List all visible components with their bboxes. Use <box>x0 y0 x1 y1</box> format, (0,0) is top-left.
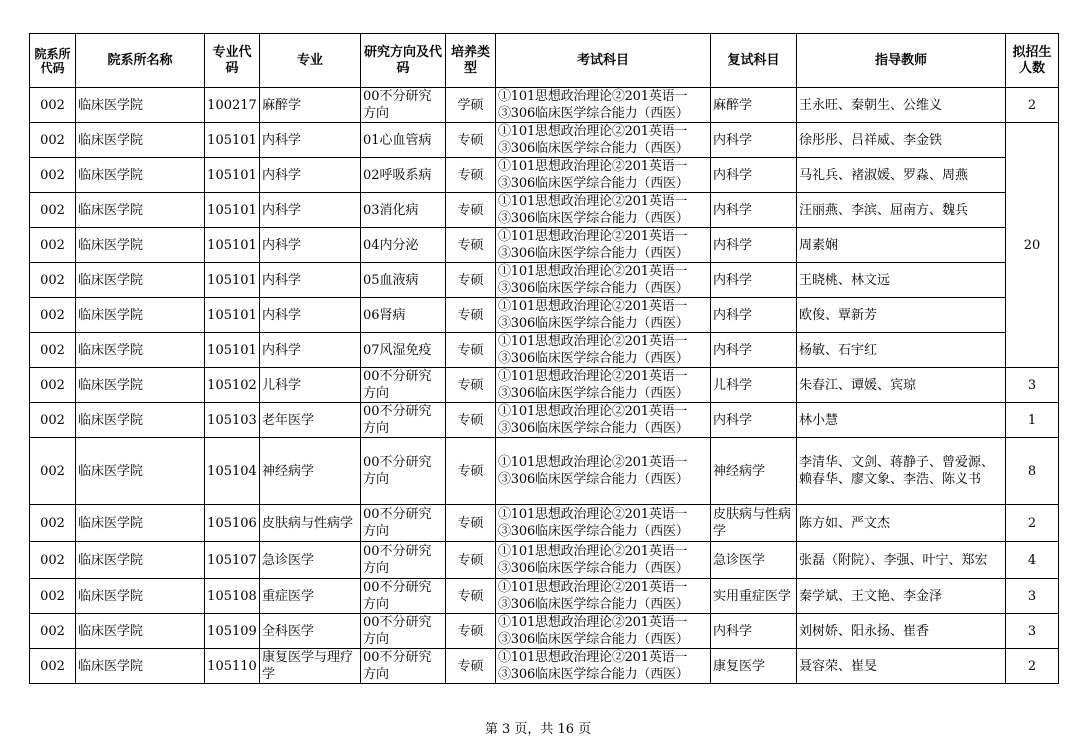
major-cell: 全科医学 <box>260 614 361 649</box>
dept-name-cell: 临床医学院 <box>76 123 205 158</box>
major-code-cell: 105102 <box>205 368 260 403</box>
direction-cell: 01心血管病 <box>361 123 446 158</box>
dept-name-cell: 临床医学院 <box>76 368 205 403</box>
major-code-cell: 105101 <box>205 228 260 263</box>
dept-code-cell: 002 <box>30 88 76 123</box>
table-row <box>30 614 1059 649</box>
exam-cell: ①101思想政治理论②201英语一③306临床医学综合能力（西医） <box>496 579 711 614</box>
page-number: 第 3 页，共 16 页 <box>484 722 592 737</box>
table-row <box>30 193 1059 228</box>
advisors-cell: 朱春江、谭媛、宾琼 <box>797 368 1006 403</box>
exam-cell: ①101思想政治理论②201英语一③306临床医学综合能力（西医） <box>496 438 711 505</box>
type-cell: 专硕 <box>446 298 496 333</box>
major-cell: 老年医学 <box>260 403 361 438</box>
advisors-cell: 杨敏、石宇红 <box>797 333 1006 368</box>
dept-name-cell: 临床医学院 <box>76 88 205 123</box>
major-cell: 内科学 <box>260 263 361 298</box>
direction-cell: 05血液病 <box>361 263 446 298</box>
major-code-cell: 105101 <box>205 158 260 193</box>
direction-cell: 00不分研究方向 <box>361 368 446 403</box>
quota-cell: 2 <box>1006 505 1059 542</box>
type-cell: 专硕 <box>446 542 496 579</box>
quota-cell: 20 <box>1006 123 1059 368</box>
retest-cell: 内科学 <box>711 263 797 298</box>
retest-cell: 实用重症医学 <box>711 579 797 614</box>
dept-code-cell: 002 <box>30 403 76 438</box>
quota-cell: 2 <box>1006 88 1059 123</box>
direction-cell: 03消化病 <box>361 193 446 228</box>
table-row <box>30 403 1059 438</box>
direction-cell: 02呼吸系病 <box>361 158 446 193</box>
retest-cell: 内科学 <box>711 333 797 368</box>
type-cell: 专硕 <box>446 614 496 649</box>
header-type: 培养类型 <box>446 34 496 88</box>
retest-cell: 皮肤病与性病学 <box>711 505 797 542</box>
advisors-cell: 刘树娇、阳永扬、崔香 <box>797 614 1006 649</box>
advisors-cell: 马礼兵、褚淑媛、罗淼、周燕 <box>797 158 1006 193</box>
type-cell: 专硕 <box>446 263 496 298</box>
type-cell: 专硕 <box>446 368 496 403</box>
major-cell: 内科学 <box>260 228 361 263</box>
type-cell: 专硕 <box>446 123 496 158</box>
direction-cell: 07风湿免疫 <box>361 333 446 368</box>
exam-cell: ①101思想政治理论②201英语一③306临床医学综合能力（西医） <box>496 263 711 298</box>
header-row <box>30 34 1059 88</box>
retest-cell: 内科学 <box>711 123 797 158</box>
type-cell: 专硕 <box>446 228 496 263</box>
advisors-cell: 周素娴 <box>797 228 1006 263</box>
direction-cell: 00不分研究方向 <box>361 614 446 649</box>
exam-cell: ①101思想政治理论②201英语一③306临床医学综合能力（西医） <box>496 193 711 228</box>
dept-name-cell: 临床医学院 <box>76 542 205 579</box>
dept-code-cell: 002 <box>30 542 76 579</box>
major-code-cell: 105109 <box>205 614 260 649</box>
retest-cell: 内科学 <box>711 158 797 193</box>
table-row <box>30 228 1059 263</box>
header-direction: 研究方向及代码 <box>361 34 446 88</box>
dept-name-cell: 临床医学院 <box>76 614 205 649</box>
major-cell: 内科学 <box>260 333 361 368</box>
dept-code-cell: 002 <box>30 649 76 684</box>
dept-name-cell: 临床医学院 <box>76 438 205 505</box>
dept-name-cell: 临床医学院 <box>76 333 205 368</box>
major-cell: 神经病学 <box>260 438 361 505</box>
quota-cell: 1 <box>1006 403 1059 438</box>
exam-cell: ①101思想政治理论②201英语一③306临床医学综合能力（西医） <box>496 368 711 403</box>
header-dept-name: 院系所名称 <box>76 34 205 88</box>
major-cell: 急诊医学 <box>260 542 361 579</box>
major-code-cell: 105101 <box>205 123 260 158</box>
dept-name-cell: 临床医学院 <box>76 505 205 542</box>
quota-cell: 4 <box>1006 542 1059 579</box>
retest-cell: 康复医学 <box>711 649 797 684</box>
quota-cell: 3 <box>1006 368 1059 403</box>
exam-cell: ①101思想政治理论②201英语一③306临床医学综合能力（西医） <box>496 228 711 263</box>
quota-cell: 3 <box>1006 579 1059 614</box>
direction-cell: 00不分研究方向 <box>361 438 446 505</box>
retest-cell: 急诊医学 <box>711 542 797 579</box>
header-quota: 拟招生人数 <box>1006 34 1059 88</box>
retest-cell: 内科学 <box>711 614 797 649</box>
dept-name-cell: 临床医学院 <box>76 158 205 193</box>
retest-cell: 麻醉学 <box>711 88 797 123</box>
table-row <box>30 298 1059 333</box>
header-dept-code: 院系所代码 <box>30 34 76 88</box>
table-row <box>30 505 1059 542</box>
major-code-cell: 105103 <box>205 403 260 438</box>
exam-cell: ①101思想政治理论②201英语一③306临床医学综合能力（西医） <box>496 158 711 193</box>
dept-name-cell: 临床医学院 <box>76 579 205 614</box>
major-code-cell: 105108 <box>205 579 260 614</box>
major-code-cell: 105101 <box>205 298 260 333</box>
dept-code-cell: 002 <box>30 228 76 263</box>
retest-cell: 神经病学 <box>711 438 797 505</box>
dept-code-cell: 002 <box>30 368 76 403</box>
retest-cell: 内科学 <box>711 298 797 333</box>
major-cell: 内科学 <box>260 298 361 333</box>
type-cell: 专硕 <box>446 158 496 193</box>
header-major: 专业 <box>260 34 361 88</box>
type-cell: 专硕 <box>446 403 496 438</box>
advisors-cell: 张磊（附院）、李强、叶宁、郑宏 <box>797 542 1006 579</box>
exam-cell: ①101思想政治理论②201英语一③306临床医学综合能力（西医） <box>496 542 711 579</box>
direction-cell: 00不分研究方向 <box>361 88 446 123</box>
dept-code-cell: 002 <box>30 579 76 614</box>
dept-name-cell: 临床医学院 <box>76 193 205 228</box>
major-cell: 皮肤病与性病学 <box>260 505 361 542</box>
admissions-table <box>29 33 1059 684</box>
type-cell: 专硕 <box>446 193 496 228</box>
dept-name-cell: 临床医学院 <box>76 649 205 684</box>
major-cell: 内科学 <box>260 123 361 158</box>
major-code-cell: 100217 <box>205 88 260 123</box>
table-row <box>30 542 1059 579</box>
major-cell: 内科学 <box>260 158 361 193</box>
dept-name-cell: 临床医学院 <box>76 298 205 333</box>
table-row <box>30 649 1059 684</box>
direction-cell: 00不分研究方向 <box>361 649 446 684</box>
retest-cell: 内科学 <box>711 193 797 228</box>
dept-code-cell: 002 <box>30 158 76 193</box>
major-cell: 重症医学 <box>260 579 361 614</box>
quota-cell: 8 <box>1006 438 1059 505</box>
major-code-cell: 105101 <box>205 193 260 228</box>
table-row <box>30 579 1059 614</box>
major-cell: 康复医学与理疗学 <box>260 649 361 684</box>
direction-cell: 04内分泌 <box>361 228 446 263</box>
exam-cell: ①101思想政治理论②201英语一③306临床医学综合能力（西医） <box>496 403 711 438</box>
dept-code-cell: 002 <box>30 505 76 542</box>
table-row <box>30 368 1059 403</box>
advisors-cell: 徐彤彤、吕祥威、李金铁 <box>797 123 1006 158</box>
dept-code-cell: 002 <box>30 333 76 368</box>
major-code-cell: 105104 <box>205 438 260 505</box>
major-cell: 儿科学 <box>260 368 361 403</box>
direction-cell: 00不分研究方向 <box>361 403 446 438</box>
type-cell: 专硕 <box>446 333 496 368</box>
advisors-cell: 林小慧 <box>797 403 1006 438</box>
major-code-cell: 105101 <box>205 333 260 368</box>
exam-cell: ①101思想政治理论②201英语一③306临床医学综合能力（西医） <box>496 649 711 684</box>
table-row <box>30 333 1059 368</box>
exam-cell: ①101思想政治理论②201英语一③306临床医学综合能力（西医） <box>496 614 711 649</box>
major-cell: 麻醉学 <box>260 88 361 123</box>
table-row <box>30 123 1059 158</box>
advisors-cell: 王永旺、秦朝生、公维义 <box>797 88 1006 123</box>
exam-cell: ①101思想政治理论②201英语一③306临床医学综合能力（西医） <box>496 298 711 333</box>
direction-cell: 00不分研究方向 <box>361 579 446 614</box>
major-code-cell: 105110 <box>205 649 260 684</box>
type-cell: 学硕 <box>446 88 496 123</box>
header-retest: 复试科目 <box>711 34 797 88</box>
advisors-cell: 秦学斌、王文艳、李金泽 <box>797 579 1006 614</box>
dept-code-cell: 002 <box>30 298 76 333</box>
type-cell: 专硕 <box>446 438 496 505</box>
dept-name-cell: 临床医学院 <box>76 403 205 438</box>
dept-code-cell: 002 <box>30 438 76 505</box>
quota-cell: 2 <box>1006 649 1059 684</box>
direction-cell: 00不分研究方向 <box>361 542 446 579</box>
major-code-cell: 105101 <box>205 263 260 298</box>
exam-cell: ①101思想政治理论②201英语一③306临床医学综合能力（西医） <box>496 88 711 123</box>
major-code-cell: 105106 <box>205 505 260 542</box>
advisors-cell: 李清华、文剑、蒋静子、曾爱源、赖春华、廖文象、李浩、陈义书 <box>797 438 1006 505</box>
direction-cell: 00不分研究方向 <box>361 505 446 542</box>
major-code-cell: 105107 <box>205 542 260 579</box>
header-major-code: 专业代码 <box>205 34 260 88</box>
table-row <box>30 438 1059 505</box>
retest-cell: 内科学 <box>711 403 797 438</box>
header-advisors: 指导教师 <box>797 34 1006 88</box>
advisors-cell: 王晓桃、林文远 <box>797 263 1006 298</box>
exam-cell: ①101思想政治理论②201英语一③306临床医学综合能力（西医） <box>496 333 711 368</box>
quota-cell: 3 <box>1006 614 1059 649</box>
dept-code-cell: 002 <box>30 614 76 649</box>
exam-cell: ①101思想政治理论②201英语一③306临床医学综合能力（西医） <box>496 505 711 542</box>
major-cell: 内科学 <box>260 193 361 228</box>
table-row <box>30 88 1059 123</box>
table-row <box>30 158 1059 193</box>
advisors-cell: 欧俊、覃新芳 <box>797 298 1006 333</box>
type-cell: 专硕 <box>446 579 496 614</box>
dept-code-cell: 002 <box>30 123 76 158</box>
dept-name-cell: 临床医学院 <box>76 263 205 298</box>
type-cell: 专硕 <box>446 649 496 684</box>
dept-name-cell: 临床医学院 <box>76 228 205 263</box>
table-row <box>30 263 1059 298</box>
retest-cell: 内科学 <box>711 228 797 263</box>
direction-cell: 06肾病 <box>361 298 446 333</box>
type-cell: 专硕 <box>446 505 496 542</box>
retest-cell: 儿科学 <box>711 368 797 403</box>
dept-code-cell: 002 <box>30 263 76 298</box>
exam-cell: ①101思想政治理论②201英语一③306临床医学综合能力（西医） <box>496 123 711 158</box>
advisors-cell: 汪丽燕、李滨、屈南方、魏兵 <box>797 193 1006 228</box>
dept-code-cell: 002 <box>30 193 76 228</box>
header-exam: 考试科目 <box>496 34 711 88</box>
advisors-cell: 陈方如、严文杰 <box>797 505 1006 542</box>
advisors-cell: 聂容荣、崔旻 <box>797 649 1006 684</box>
